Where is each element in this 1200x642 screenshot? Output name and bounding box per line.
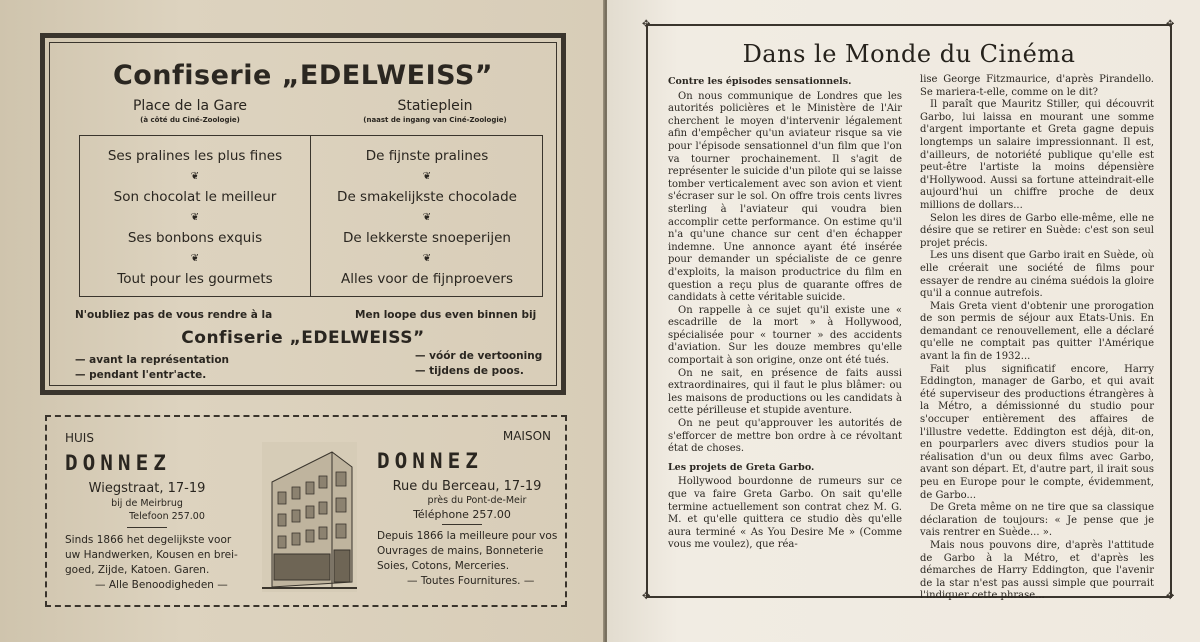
address-nl bbox=[335, 98, 535, 124]
paragraph: Hollywood bourdonne de rumeurs sur ce que va faire Greta Garbo. On sait qu'elle termine actuellement son contrat chez M. G. M. et qu'elle quittera ce studio dès qu'elle aura terminé « As You Desire Me » (Comme vous me voulez), que réa- bbox=[668, 476, 902, 551]
section-heading: Les projets de Greta Garbo. bbox=[668, 461, 815, 473]
paragraph: De Greta même on ne tire que sa classique déclaration de toujours: « Je pense que je vais rentrer en Suède... ». bbox=[920, 502, 1154, 539]
article-column-2 bbox=[920, 74, 1154, 603]
paragraph-continued: lise George Fitzmaurice, d'après Pirandello. Se mariera-t-elle, comme on le dit? bbox=[920, 74, 1154, 98]
corner-ornament-icon: ✥ bbox=[642, 591, 651, 602]
when-fr-2: — pendant l'entr'acte. bbox=[75, 369, 207, 381]
article-headline: Dans le Monde du Cinéma bbox=[742, 40, 1076, 68]
product-line: Ses pralines les plus fines bbox=[107, 148, 283, 164]
invite-fr: N'oubliez pas de vous rendre à la bbox=[75, 309, 273, 321]
paragraph: Selon les dires de Garbo elle-même, elle ne désire que se retirer en Suède: c'est son seul projet précis. bbox=[920, 212, 1154, 249]
paragraph: Mais Greta vient d'obtenir une prorogation de son permis de séjour aux Etats-Unis. En demandant ce renouvellement, elle a déclaré qu'elle ne comptait pas quitter l'Amérique avant la fin de 1932... bbox=[920, 300, 1154, 363]
street-fr: Rue du Berceau, 17-19 bbox=[392, 479, 542, 494]
blurb-line: Sinds 1866 het degelijkste voor bbox=[65, 534, 232, 546]
address-fr-text: Place de la Gare bbox=[132, 98, 248, 114]
flourish-ornament-icon: ❦ bbox=[190, 253, 200, 264]
product-line: Tout pour les gourmets bbox=[117, 271, 273, 287]
flourish-ornament-icon: ❦ bbox=[190, 171, 200, 182]
product-line: De fijnste pralines bbox=[365, 148, 489, 164]
when-nl-2: — tijdens de poos. bbox=[415, 365, 524, 377]
paragraph: Il paraît que Mauritz Stiller, qui découvrit Garbo, lui laissa en mourant une somme d'argent importante et Greta gagne depuis longtemps un salaire impressionnant. Il est, d'ailleurs, de notoriété publique qu'elle est peut-être l'artiste la moins dépensière d'Hollywood. Aussi sa fortune atteindrait-elle aujourd'hui un chiffre proche de deux millions de dollars... bbox=[920, 99, 1154, 211]
address-fr-sub: (à côté du Ciné-Zoologie) bbox=[140, 116, 240, 124]
product-line: De lekkerste snoeperijen bbox=[343, 230, 511, 246]
blurb-nl bbox=[65, 533, 255, 593]
near-fr: près du Pont-de-Meir bbox=[427, 495, 527, 506]
paragraph: Fait plus significatif encore, Harry Eddington, manager de Garbo, et qui avait été superviseur des productions étrangères à la Métro, a démissionné du studio pour s'occuper entièrement des affaires de l'illustre vedette. Eddington est déjà, dit-on, en pourparlers avec divers studios pour la réalisation d'un ou deux films avec Garbo, avant son départ. Et, d'autre part, il irait sous peu en Europe pour le compte, évidemment, de Garbo... bbox=[920, 363, 1154, 501]
article-column-1 bbox=[668, 74, 902, 552]
divider-rule bbox=[127, 527, 167, 528]
products-box bbox=[79, 135, 543, 297]
blurb-line: — Toutes Fournitures. — bbox=[407, 575, 535, 587]
section-heading: Contre les épisodes sensationnels. bbox=[668, 76, 852, 87]
maison-label: MAISON bbox=[502, 429, 551, 443]
donnez-name-nl: DONNEZ bbox=[65, 451, 171, 475]
phone-fr: Téléphone 257.00 bbox=[413, 508, 511, 521]
blurb-line: Depuis 1866 la meilleure pour vos bbox=[377, 530, 558, 542]
phone-nl: Telefoon 257.00 bbox=[129, 511, 205, 522]
paragraph: Mais nous pouvons dire, d'après l'attitude de Garbo à la Métro, et d'après les démarches de Harry Eddington, que l'avenir de la star n'est pas aussi simple que pourrait l'indiquer cette phrase... bbox=[920, 539, 1154, 602]
shop-building-illustration bbox=[262, 442, 357, 592]
products-nl bbox=[312, 146, 542, 290]
edelweiss-advertisement bbox=[40, 33, 566, 395]
blurb-line: Ouvrages de mains, Bonneterie bbox=[377, 545, 544, 557]
paragraph: On rappelle à ce sujet qu'il existe une « escadrille de la mort » à Hollywood, spécialisée pour « tourner » des accidents d'aviation. Sur les douze membres qu'elle comportait à son origine, onze ont été tués. bbox=[668, 304, 902, 367]
when-nl-1: — vóór de vertooning bbox=[415, 350, 543, 362]
donnez-advertisement bbox=[45, 415, 567, 607]
address-nl-sub: (naast de ingang van Ciné-Zoologie) bbox=[363, 116, 507, 124]
article-frame bbox=[642, 19, 1175, 602]
address-fr bbox=[105, 98, 275, 124]
blurb-line: Soies, Cotons, Merceries. bbox=[377, 560, 510, 572]
paragraph: On nous communique de Londres que les autorités policières et le Ministère de l'Air cherchent le moyen d'intervenir légalement afin d'empêcher qu'un aviateur risque sa vie pour l'épisode sensationnel d'un film que l'on va tourner prochainement. Il s'agit de représenter le suicide d'un pilote qui se laisse tomber verticalement avec son avion et vient s'écraser sur le sol. On offre trois cents livres sterling à l'aviateur qui voudra bien accomplir cette performance. On estime qu'il n'a qu'une chance sur cent d'en échapper indemne. Une annonce ayant été insérée pour demander un spécialiste de ce genre d'exploits, la maison productrice du film en question a reçu plus de quarante offres de candidats à cette véritable suicide. bbox=[668, 90, 902, 304]
street-nl: Wiegstraat, 17-19 bbox=[88, 481, 206, 496]
ad-name-repeat: Confiserie „EDELWEISS” bbox=[181, 328, 425, 348]
corner-ornament-icon: ✥ bbox=[642, 19, 651, 30]
near-nl: bij de Meirbrug bbox=[111, 498, 183, 509]
product-line: De smakelijkste chocolade bbox=[337, 189, 517, 205]
products-fr bbox=[80, 146, 310, 290]
product-line: Ses bonbons exquis bbox=[127, 230, 263, 246]
flourish-ornament-icon: ❦ bbox=[422, 171, 432, 182]
blurb-fr bbox=[377, 529, 567, 589]
product-line: Alles voor de fijnproevers bbox=[341, 271, 513, 287]
paragraph: Les uns disent que Garbo irait en Suède, où elle créerait une société de films pour essayer de rendre au cinéma suédois la gloire qu'il a connue autrefois. bbox=[920, 250, 1154, 300]
when-fr-1: — avant la représentation bbox=[75, 354, 230, 366]
flourish-ornament-icon: ❦ bbox=[422, 212, 432, 223]
product-line: Son chocolat le meilleur bbox=[113, 189, 277, 205]
blurb-line: uw Handwerken, Kousen en brei- bbox=[65, 549, 238, 561]
corner-ornament-icon: ✥ bbox=[1166, 591, 1175, 602]
flourish-ornament-icon: ❦ bbox=[190, 212, 200, 223]
address-nl-text: Statieplein bbox=[397, 98, 473, 114]
blurb-line: goed, Zijde, Katoen. Garen. bbox=[65, 564, 210, 576]
invite-nl: Men loope dus even binnen bij bbox=[355, 309, 537, 321]
donnez-name-fr: DONNEZ bbox=[377, 449, 483, 473]
paragraph: On ne sait, en présence de faits aussi extraordinaires, qui il faut le plus blâmer: ou les maisons de productions ou les candidats à cette périlleuse et stupide aventure. bbox=[668, 367, 902, 417]
column-divider bbox=[310, 136, 311, 296]
flourish-ornament-icon: ❦ bbox=[422, 253, 432, 264]
blurb-line: — Alle Benoodigheden — bbox=[95, 579, 228, 591]
huis-label: HUIS bbox=[65, 431, 94, 445]
corner-ornament-icon: ✥ bbox=[1166, 19, 1175, 30]
paragraph: On ne peut qu'approuver les autorités de s'efforcer de mettre bon ordre à ce révoltant état de choses. bbox=[668, 418, 902, 455]
ad-title: Confiserie „EDELWEISS” bbox=[112, 60, 494, 91]
divider-rule bbox=[442, 524, 482, 525]
